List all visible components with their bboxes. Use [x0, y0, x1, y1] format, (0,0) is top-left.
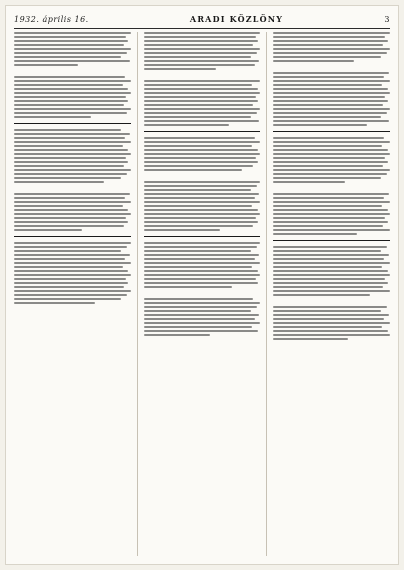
text-line [14, 169, 131, 171]
text-line [273, 149, 387, 151]
text-line [273, 262, 390, 264]
text-line [14, 221, 128, 223]
text-line [14, 145, 123, 147]
paragraph-separator [273, 298, 390, 304]
text-line [14, 278, 126, 280]
text-line [273, 294, 370, 296]
text-line [144, 137, 255, 139]
text-line [144, 161, 258, 163]
text-line [14, 209, 128, 211]
paragraph-separator [144, 236, 261, 237]
text-line [144, 193, 260, 195]
text-line [273, 274, 390, 276]
text-line [273, 36, 385, 38]
text-line [273, 40, 387, 42]
text-line [273, 229, 390, 231]
text-line [14, 225, 124, 227]
text-line [273, 165, 383, 167]
paragraph-separator [144, 290, 261, 296]
text-line [144, 213, 261, 215]
text-line [273, 48, 390, 50]
text-line [273, 96, 385, 98]
text-line [14, 274, 131, 276]
text-line [14, 56, 121, 58]
text-line [273, 314, 389, 316]
text-line [144, 112, 257, 114]
text-line [14, 32, 131, 34]
text-line [273, 84, 382, 86]
paragraph-separator [273, 185, 390, 191]
paragraph-separator [14, 123, 131, 124]
text-line [144, 205, 253, 207]
text-line [144, 149, 258, 151]
text-line [14, 36, 126, 38]
text-line [14, 294, 127, 296]
text-line [14, 201, 131, 203]
text-line [273, 141, 390, 143]
text-line [14, 262, 131, 264]
text-line [273, 120, 389, 122]
text-line [273, 334, 390, 336]
text-line [144, 169, 242, 171]
text-line [144, 68, 216, 70]
text-line [144, 302, 261, 304]
text-line [273, 306, 386, 308]
text-line [144, 120, 260, 122]
text-line [14, 153, 131, 155]
text-line [144, 254, 260, 256]
text-line [273, 116, 380, 118]
text-line [14, 52, 127, 54]
paragraph-separator [14, 185, 131, 191]
text-line [14, 149, 128, 151]
text-line [144, 185, 257, 187]
text-line [273, 88, 387, 90]
text-line [273, 137, 384, 139]
text-line [14, 298, 121, 300]
text-line [14, 290, 131, 292]
text-line [14, 80, 131, 82]
text-line [273, 213, 390, 215]
text-line [144, 209, 258, 211]
text-line [144, 270, 258, 272]
paragraph-separator [273, 64, 390, 70]
text-line [273, 169, 390, 171]
text-line [14, 193, 130, 195]
text-line [14, 137, 125, 139]
text-line [14, 157, 126, 159]
text-line [144, 88, 258, 90]
text-line [14, 270, 128, 272]
text-line [14, 242, 131, 244]
text-line [273, 326, 382, 328]
text-line [14, 161, 128, 163]
text-line [273, 233, 357, 235]
text-line [144, 250, 251, 252]
text-line [144, 157, 256, 159]
column-1 [14, 32, 138, 556]
text-line [144, 96, 256, 98]
text-line [14, 133, 130, 135]
column-3 [273, 32, 390, 556]
text-line [273, 177, 380, 179]
text-line [273, 330, 387, 332]
text-line [144, 153, 261, 155]
text-line [144, 80, 261, 82]
text-line [144, 124, 229, 126]
text-line [273, 32, 390, 34]
text-line [14, 181, 104, 183]
text-line [273, 201, 390, 203]
text-line [273, 246, 386, 248]
text-line [273, 52, 386, 54]
text-line [273, 112, 386, 114]
column-2 [144, 32, 268, 556]
text-line [273, 254, 389, 256]
paragraph-separator [14, 236, 131, 237]
text-line [14, 246, 127, 248]
text-line [144, 52, 257, 54]
text-line [144, 197, 255, 199]
text-line [273, 225, 383, 227]
text-line [144, 242, 261, 244]
masthead [14, 12, 390, 29]
text-line [273, 161, 387, 163]
text-line [14, 64, 78, 66]
text-line [14, 40, 128, 42]
text-line [144, 318, 255, 320]
text-line [144, 322, 261, 324]
text-line [14, 48, 131, 50]
text-line [14, 165, 124, 167]
text-line [144, 229, 220, 231]
paragraph-separator [273, 240, 390, 241]
text-line [273, 104, 383, 106]
text-line [144, 217, 256, 219]
paragraph-separator [273, 131, 390, 132]
issue-date: 1932. április 16. [14, 14, 89, 24]
text-line [144, 165, 254, 167]
paragraph-separator [144, 131, 261, 132]
text-line [273, 197, 384, 199]
text-line [273, 108, 390, 110]
text-line [144, 100, 258, 102]
text-line [144, 334, 211, 336]
text-line [14, 60, 130, 62]
text-line [14, 286, 124, 288]
text-line [14, 104, 124, 106]
text-line [144, 64, 255, 66]
text-line [273, 205, 382, 207]
text-line [14, 254, 130, 256]
text-line [273, 72, 389, 74]
text-line [144, 116, 251, 118]
text-line [144, 84, 253, 86]
text-line [273, 338, 348, 340]
text-line [273, 282, 387, 284]
text-line [144, 92, 261, 94]
text-line [144, 36, 256, 38]
paragraph-separator [14, 68, 131, 74]
text-line [273, 76, 384, 78]
text-line [144, 246, 257, 248]
text-line [14, 173, 127, 175]
text-line [273, 310, 380, 312]
text-line [144, 201, 261, 203]
text-line [273, 181, 344, 183]
text-line [144, 310, 251, 312]
text-line [273, 157, 385, 159]
text-line [273, 266, 382, 268]
text-line [273, 92, 390, 94]
text-line [14, 88, 128, 90]
text-line [273, 173, 386, 175]
text-line [144, 266, 253, 268]
text-line [14, 108, 131, 110]
text-line [273, 217, 385, 219]
text-line [14, 84, 123, 86]
text-line [144, 298, 254, 300]
text-line [144, 306, 257, 308]
text-line [144, 262, 261, 264]
text-line [273, 322, 390, 324]
text-line [14, 197, 125, 199]
text-line [14, 266, 123, 268]
text-line [144, 40, 258, 42]
text-line [14, 250, 121, 252]
text-line [144, 221, 258, 223]
text-line [144, 189, 251, 191]
text-line [14, 229, 82, 231]
text-line [273, 80, 390, 82]
text-line [144, 60, 260, 62]
text-line [273, 290, 390, 292]
text-line [144, 274, 261, 276]
text-line [14, 141, 131, 143]
text-line [144, 282, 258, 284]
text-line [14, 177, 121, 179]
text-line [273, 100, 387, 102]
text-line [144, 32, 261, 34]
paragraph-separator [144, 72, 261, 78]
text-line [14, 258, 125, 260]
text-line [144, 225, 254, 227]
text-line [14, 302, 95, 304]
text-line [14, 217, 126, 219]
text-line [144, 104, 254, 106]
text-line [273, 286, 383, 288]
text-line [144, 145, 253, 147]
text-columns [14, 32, 390, 556]
text-line [14, 76, 125, 78]
page-number: 3 [384, 14, 390, 24]
text-line [14, 100, 128, 102]
text-line [273, 258, 384, 260]
text-line [144, 286, 233, 288]
text-line [273, 153, 390, 155]
text-line [144, 258, 255, 260]
text-line [273, 60, 354, 62]
text-line [144, 181, 261, 183]
text-line [14, 96, 126, 98]
text-line [273, 124, 366, 126]
text-line [144, 326, 253, 328]
text-line [273, 44, 383, 46]
text-line [144, 314, 260, 316]
text-line [144, 278, 256, 280]
text-line [273, 250, 380, 252]
text-line [273, 278, 385, 280]
paragraph-separator [144, 173, 261, 179]
text-line [273, 270, 387, 272]
text-line [273, 56, 380, 58]
text-line [273, 145, 382, 147]
text-line [144, 141, 261, 143]
newspaper-page [6, 6, 398, 564]
text-line [273, 318, 384, 320]
text-line [14, 129, 121, 131]
text-line [273, 193, 389, 195]
text-line [14, 92, 131, 94]
text-line [144, 48, 261, 50]
text-line [14, 282, 128, 284]
text-line [144, 108, 261, 110]
text-line [144, 56, 251, 58]
newspaper-title: ARADI KÖZLÖNY [189, 14, 284, 24]
text-line [14, 112, 127, 114]
text-line [273, 221, 387, 223]
text-line [14, 116, 91, 118]
text-line [144, 44, 254, 46]
text-line [144, 330, 258, 332]
text-line [14, 213, 131, 215]
text-line [14, 44, 124, 46]
text-line [273, 209, 387, 211]
text-line [14, 205, 123, 207]
